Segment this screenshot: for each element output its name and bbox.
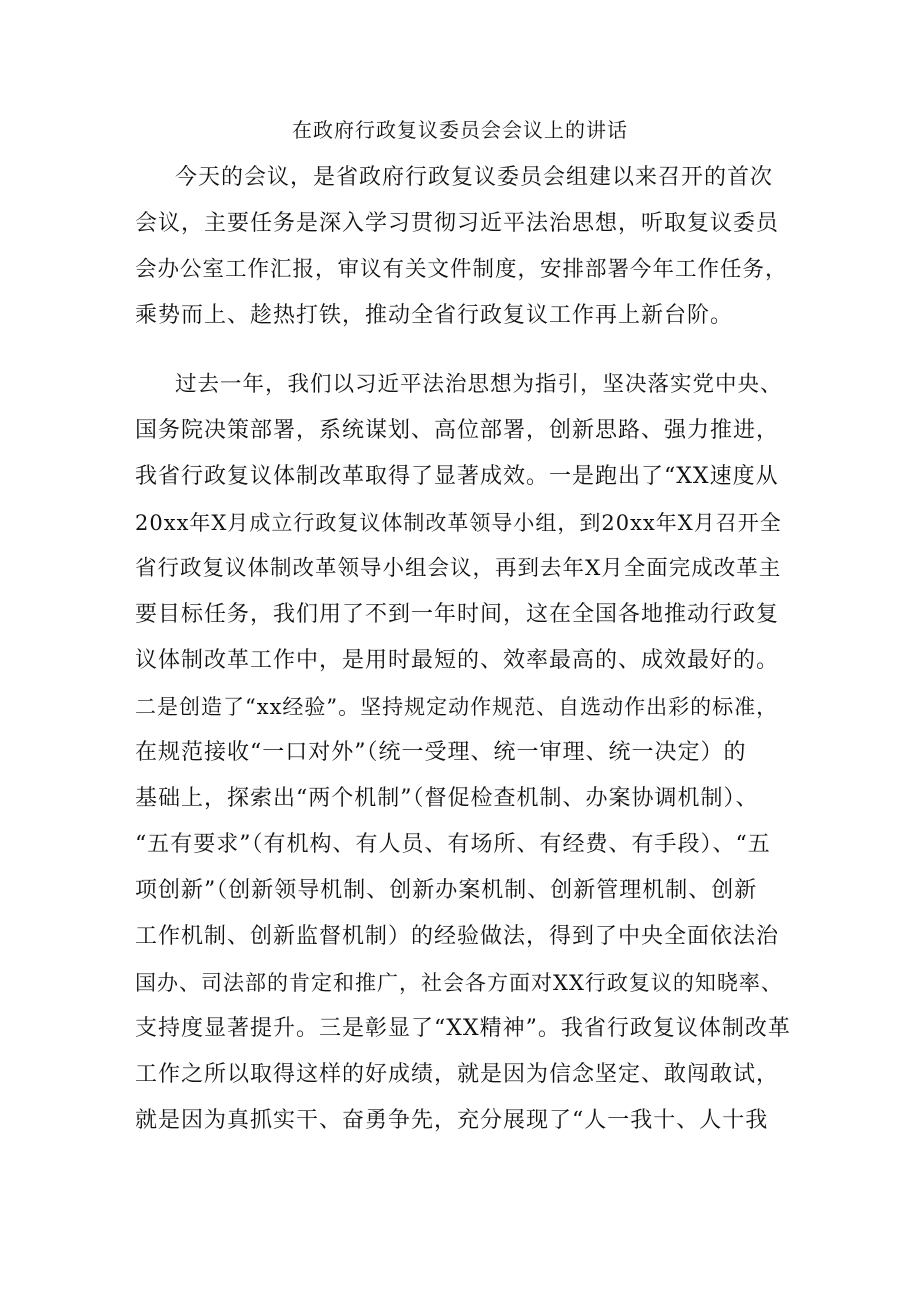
document-title: 在政府行政复议委员会会议上的讲话 bbox=[292, 118, 628, 142]
paragraph-line: 工作之所以取得这样的好成绩，就是因为信念坚定、敢闯敢试， bbox=[135, 1062, 780, 1087]
paragraph-line: 二是创造了“xx经验”。坚持规定动作规范、自选动作出彩的标准， bbox=[135, 695, 779, 719]
paragraph-line: 工作机制、创新监督机制）的经验做法，得到了中央全面依法治 bbox=[135, 924, 780, 949]
paragraph-line: 会议，主要任务是深入学习贯彻习近平法治思想，听取复议委员 bbox=[135, 211, 780, 236]
paragraph-line: 议体制改革工作中，是用时最短的、效率最高的、成效最好的。 bbox=[135, 648, 780, 673]
paragraph-line: 今天的会议，是省政府行政复议委员会组建以来召开的首次 bbox=[175, 165, 774, 190]
paragraph-line: 乘势而上、趁热打铁，推动全省行政复议工作再上新台阶。 bbox=[135, 303, 734, 328]
paragraph-line: 项创新”（创新领导机制、创新办案机制、创新管理机制、创新 bbox=[135, 878, 758, 903]
paragraph-line: 基础上，探索出“两个机制”（督促检查机制、办案协调机制）、 bbox=[135, 786, 759, 811]
paragraph-line: 要目标任务，我们用了不到一年时间，这在全国各地推动行政复 bbox=[135, 602, 780, 627]
paragraph-line: 20xx年X月成立行政复议体制改革领导小组，到20xx年X月召开全 bbox=[135, 511, 782, 535]
paragraph-line: 过去一年，我们以习近平法治思想为指引，坚决落实党中央、 bbox=[175, 372, 783, 397]
paragraph-line: 就是因为真抓实干、奋勇争先，充分展现了“人一我十、人十我 bbox=[135, 1108, 769, 1133]
paragraph-line: 国办、司法部的肯定和推广，社会各方面对XX行政复议的知晓率、 bbox=[135, 971, 783, 995]
paragraph-line: 在规范接收“一口对外”（统一受理、统一审理、统一决定）的 bbox=[135, 740, 747, 765]
paragraph-line: “五有要求”（有机构、有人员、有场所、有经费、有手段）、“五 bbox=[135, 832, 771, 857]
paragraph-line: 支持度显著提升。三是彰显了“XX精神”。我省行政复议体制改革 bbox=[135, 1016, 791, 1041]
paragraph-line: 国务院决策部署，系统谋划、高位部署，创新思路、强力推进， bbox=[135, 418, 780, 443]
paragraph-line: 省行政复议体制改革领导小组会议，再到去年X月全面完成改革主 bbox=[135, 556, 782, 581]
paragraph-line: 会办公室工作汇报，审议有关文件制度，安排部署今年工作任务， bbox=[135, 257, 788, 282]
paragraph-line: 我省行政复议体制改革取得了显著成效。一是跑出了“XX速度从 bbox=[135, 464, 779, 489]
